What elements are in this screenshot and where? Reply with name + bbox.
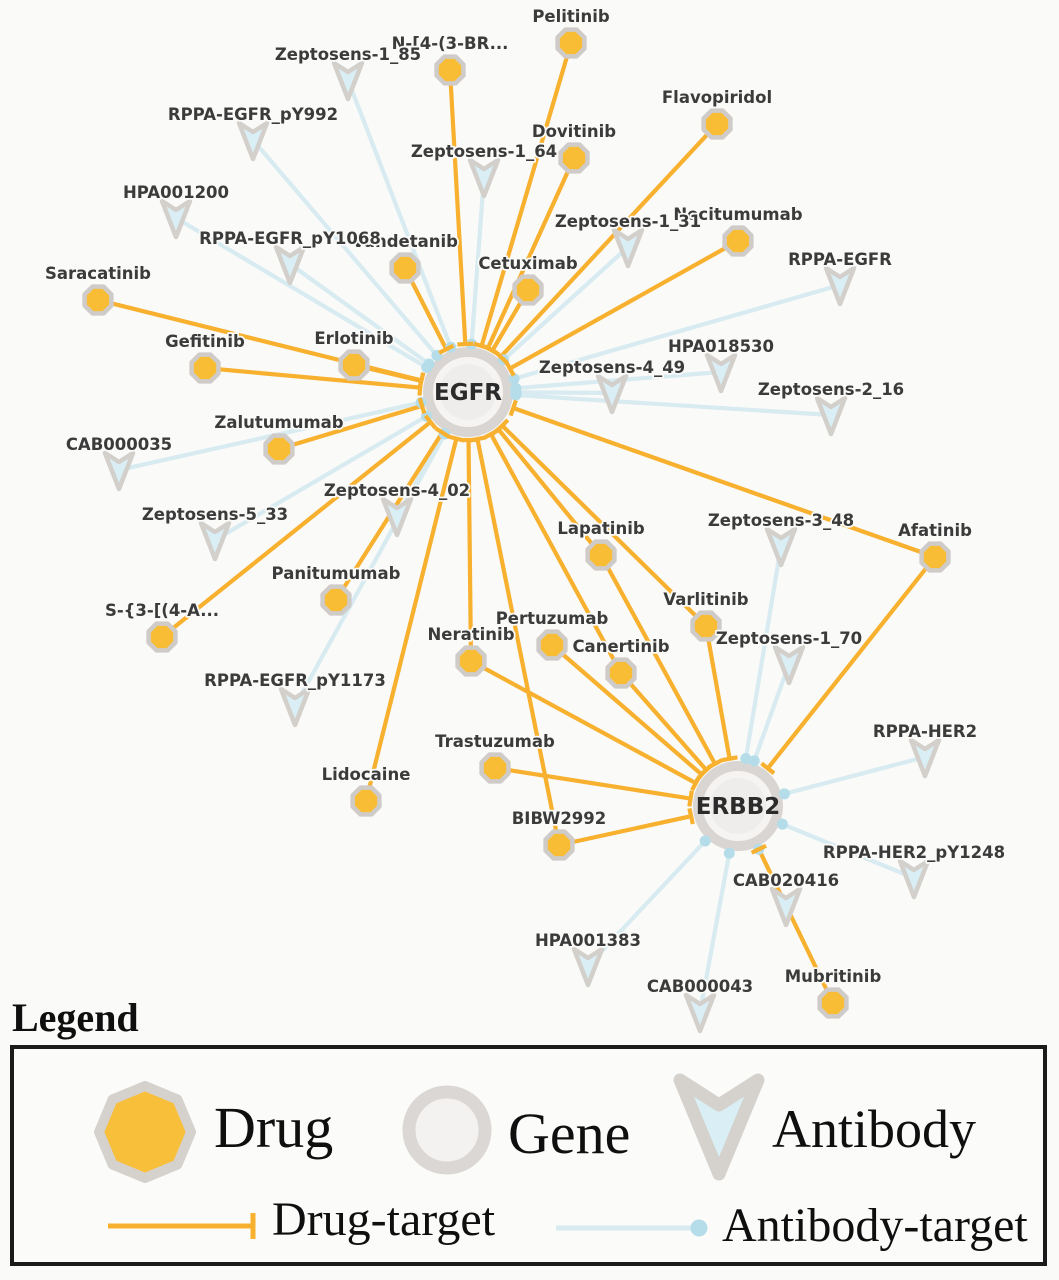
drug-label: BIBW2992 [511,809,607,828]
antibody-edge-dot [749,755,760,766]
drug-node-vandetanib[interactable] [392,255,419,282]
drug-node-lapatinib[interactable] [588,542,615,569]
drug-label: Panitumumab [271,564,401,583]
antibody-label: Zeptosens-1_85 [274,45,422,64]
drug-node-cetuximab[interactable] [515,277,542,304]
drug-label: Gefitinib [165,332,245,351]
antibody-label: Zeptosens-4_02 [323,481,471,500]
drug-edge-tee [722,757,738,760]
antibody-label: RPPA-HER2 [872,722,978,741]
antibody-label: HPA001383 [534,931,642,950]
antibody-node-zeptosens-1-31[interactable] [614,230,642,266]
drug-node-canertinib[interactable] [608,660,635,687]
antibody-label: CAB020416 [732,871,840,890]
antibody-node-cab000035[interactable] [105,453,133,489]
antibody-label: RPPA-EGFR_pY1173 [204,671,386,690]
antibody-edge-dot [779,788,790,799]
drug-label: Saracatinib [45,264,151,283]
drug-label: Pertuzumab [495,609,609,628]
drug-node-pertuzumab[interactable] [539,632,566,659]
antibody-label: CAB000043 [646,977,754,996]
drug-label: Mubritinib [784,967,882,986]
antibody-node-zeptosens-1-64[interactable] [470,160,498,196]
antibody-label: Zeptosens-1_31 [554,212,702,231]
antibody-label: Zeptosens-1_64 [410,142,558,161]
gene-node-icon [397,1080,497,1180]
drug-label: Canertinib [572,637,670,656]
antibody-target-edge [516,392,612,393]
drug-label: Trastuzumab [435,732,555,751]
drug-label: S-{3-[(4-A... [104,601,220,620]
legend-antibody-target-label: Antibody-target [722,1199,1028,1252]
antibody-node-zeptosens-3-48[interactable] [767,529,795,565]
antibody-node-hpa001200[interactable] [162,201,190,237]
drug-label: Vandetanib [352,232,458,251]
drug-label: Cetuximab [478,254,578,273]
drug-node-flavopiridol[interactable] [704,111,731,138]
antibody-target-edge-icon [553,1212,713,1244]
drug-node-icon [88,1075,202,1189]
drug-label: Dovitinib [531,122,617,141]
drug-edge-tee [449,437,465,441]
drug-node-zalutumumab[interactable] [266,436,293,463]
legend-drug-target-label: Drug-target [272,1193,496,1246]
antibody-label: HPA001200 [122,183,230,202]
gene-label: ERBB2 [695,794,781,820]
drug-edge-tee [419,373,423,389]
drug-node-necitumumab[interactable] [725,228,752,255]
antibody-label: Zeptosens-5_33 [141,505,289,524]
antibody-label: RPPA-HER2_pY1248 [822,843,1006,862]
drug-target-edge-icon [105,1210,265,1242]
drug-node-dovitinib[interactable] [561,145,588,172]
antibody-node-zeptosens-1-70[interactable] [775,647,803,683]
drug-node-neratinib[interactable] [458,648,485,675]
drug-node-bibw2992[interactable] [546,832,573,859]
drug-label: Lidocaine [321,765,411,784]
drug-node-mubritinib[interactable] [820,990,847,1017]
antibody-label: Zeptosens-1_70 [715,629,863,648]
drug-label: Flavopiridol [661,88,773,107]
drug-node-panitumumab[interactable] [323,587,350,614]
antibody-node-rppa-her2-py1248[interactable] [900,861,928,897]
legend-title: Legend [12,995,139,1040]
antibody-node-icon [663,1068,775,1186]
antibody-label: RPPA-EGFR_pY1068 [199,229,381,248]
antibody-edge-dot [724,848,735,859]
drug-label: Neratinib [427,625,515,644]
drug-label: Necitumumab [673,205,803,224]
antibody-label: HPA018530 [667,337,775,356]
antibody-target-edge [784,757,925,794]
antibody-label: Zeptosens-2_16 [757,380,905,399]
drug-label: Pelitinib [532,7,610,26]
drug-edge-tee [689,808,692,824]
antibody-edge-dot [510,390,521,401]
antibody-node-zeptosens-1-85[interactable] [334,63,362,99]
drug-node-trastuzumab[interactable] [482,755,509,782]
drug-label: Lapatinib [557,519,645,538]
legend-drug-label: Drug [214,1095,334,1160]
drug-node-erlotinib[interactable] [341,352,368,379]
antibody-node-zeptosens-5-33[interactable] [201,523,229,559]
antibody-node-cab000043[interactable] [686,995,714,1031]
drug-label: Erlotinib [314,329,394,348]
drug-node-afatinib[interactable] [922,544,949,571]
label-layer [45,7,1005,996]
antibody-edge-dot [700,836,711,847]
antibody-label: Zeptosens-3_48 [707,511,855,530]
drug-node-lidocaine[interactable] [353,788,380,815]
drug-node-saracatinib[interactable] [85,287,112,314]
legend-gene-label: Gene [508,1101,631,1166]
drug-label: Zalutumumab [214,413,344,432]
antibody-edge-dot [777,819,788,830]
drug-target-edge [450,70,465,344]
drug-node-pelitinib[interactable] [558,30,585,57]
antibody-node-rppa-egfr-py1173[interactable] [281,689,309,725]
drug-target-edge [495,768,691,799]
drug-label: Varlitinib [663,590,749,609]
drug-node-s-3-4-a[interactable] [149,624,176,651]
antibody-label: Zeptosens-4_49 [538,358,686,377]
antibody-target-edge [348,80,451,347]
gene-label: EGFR [433,380,503,406]
drug-label: N-[4-(3-BR... [391,34,509,53]
antibody-label: RPPA-EGFR [788,250,892,269]
antibody-node-rppa-egfr-py1068[interactable] [276,247,304,283]
antibody-node-cab020416[interactable] [772,889,800,925]
antibody-node-hpa001383[interactable] [574,949,602,985]
antibody-label: RPPA-EGFR_pY992 [167,105,339,124]
antibody-label: CAB000035 [65,435,173,454]
antibody-edge-dot [424,358,435,369]
legend-antibody-label: Antibody [772,1099,977,1159]
drug-node-n-4-3-br[interactable] [437,57,464,84]
drug-edge-tee [457,344,473,345]
drug-label: Afatinib [898,521,972,540]
drug-node-gefitinib[interactable] [192,355,219,382]
drug-edge-tee [689,791,691,807]
